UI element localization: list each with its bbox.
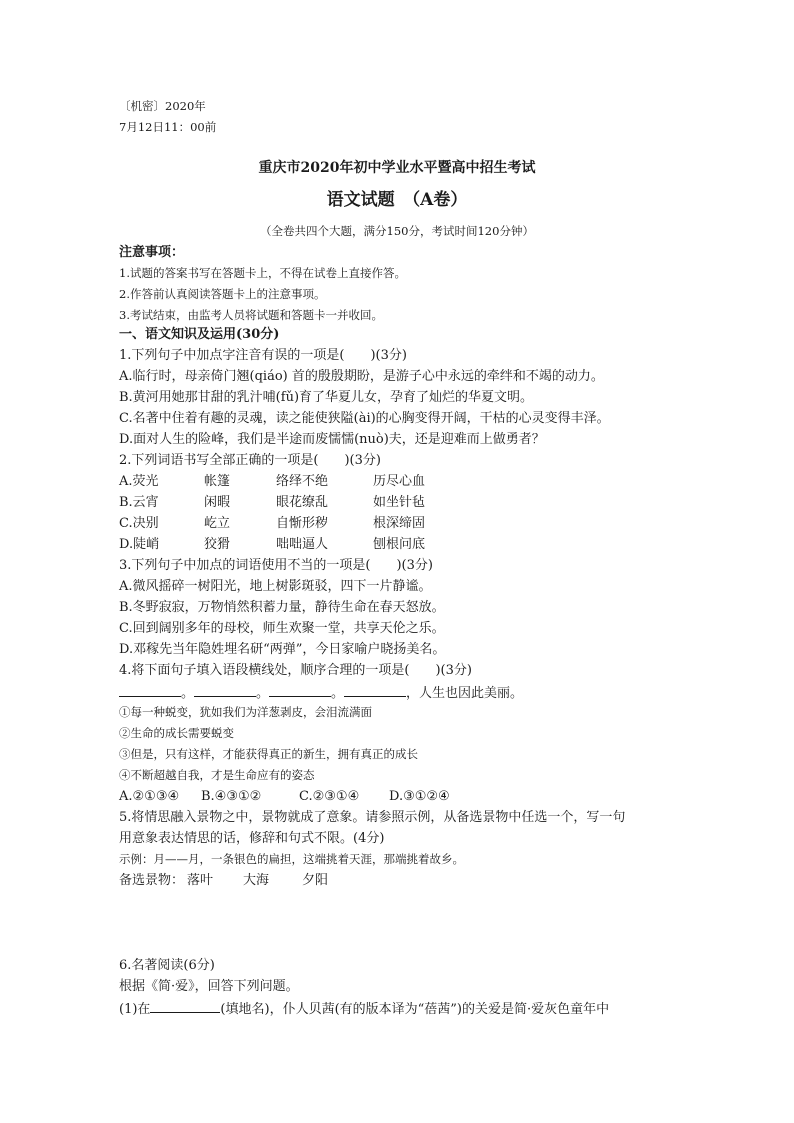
q2-cell: 咄咄逼人 — [276, 537, 329, 552]
q2-cell: 帐篷 — [204, 474, 231, 489]
q4-choice: C.②③①④ — [299, 789, 360, 804]
q4-separator: 。 — [256, 686, 270, 701]
q1-option: B.黄河用她那甘甜的乳汁哺(fǔ)育了华夏儿女，孕育了灿烂的华夏文明。 — [119, 390, 534, 405]
q2-cell: A.荧光 — [119, 474, 159, 489]
q5-stem: 5.将情思融入景物之中，景物就成了意象。请参照示例，从备选景物中任选一个，写一句 — [119, 810, 626, 825]
q4-choice: A.②①③④ — [119, 789, 180, 804]
q2-cell: 刨根问底 — [373, 537, 426, 552]
q2-cell: 络绎不绝 — [276, 474, 329, 489]
q2-cell: 眼花缭乱 — [276, 495, 329, 510]
q2-cell: 根深缔固 — [373, 516, 426, 531]
notes-item: 3.考试结束，由监考人员将试题和答题卡一并收回。 — [119, 308, 383, 322]
q6-part1-prefix: (1)在 — [119, 1002, 151, 1017]
q6-intro: 根据《简·爱》，回答下列问题。 — [119, 979, 299, 994]
q2-cell: 自惭形秽 — [276, 516, 329, 531]
q5-candidates-label: 备选景物： — [119, 873, 185, 888]
q3-option: B.冬野寂寂，万物悄然积蓄力量，静待生命在春天怒放。 — [119, 600, 445, 615]
q6-stem: 6.名著阅读(6分) — [119, 958, 215, 973]
q1-stem: 1.下列句子中加点字注音有误的一项是( )(3分) — [119, 348, 407, 363]
q2-cell: 如坐针毡 — [373, 495, 426, 510]
answer-blank[interactable] — [119, 683, 181, 697]
q4-sentence: ②生命的成长需要蜕变 — [119, 726, 234, 740]
q4-sentence: ③但是，只有这样，才能获得真正的新生，拥有真正的成长 — [119, 747, 418, 761]
q1-option: A.临行时，母亲倚门翘(qiáo) 首的殷殷期盼，是游子心中永远的牵绊和不竭的动力。 — [119, 369, 604, 384]
q4-sentence: ①每一种蜕变，犹如我们为洋葱剥皮，会泪流满面 — [119, 705, 372, 719]
answer-blank[interactable] — [194, 683, 256, 697]
q5-stem: 用意象表达情思的话，修辞和句式不限。(4分) — [119, 831, 385, 846]
q4-sentence: ④不断超越自我，才是生命应有的姿态 — [119, 768, 315, 782]
answer-blank[interactable] — [150, 999, 220, 1013]
paper-subtitle: （全卷共四个大题，满分150分，考试时间120分钟） — [260, 224, 534, 238]
q4-stem: 4.将下面句子填入语段横线处，顺序合理的一项是( )(3分) — [119, 663, 472, 678]
exam-title: 重庆市2020年初中学业水平暨高中招生考试 — [258, 160, 536, 176]
confidential-line-1: 〔机密〕2020年 — [119, 99, 206, 113]
q3-stem: 3.下列句子中加点的词语使用不当的一项是( )(3分) — [119, 558, 433, 573]
notes-item: 2.作答前认真阅读答题卡上的注意事项。 — [119, 287, 326, 301]
answer-blank[interactable] — [269, 683, 331, 697]
q4-tail: ，人生也因此美丽。 — [406, 686, 524, 701]
q5-candidate: 夕阳 — [302, 873, 329, 888]
q4-separator: 。 — [181, 686, 195, 701]
q3-option: D.邓稼先当年隐姓埋名研“两弹”，今日家喻户晓扬美名。 — [119, 642, 446, 657]
q4-choice: B.④③①② — [201, 789, 262, 804]
q5-candidate: 大海 — [243, 873, 270, 888]
q5-candidate: 落叶 — [187, 873, 214, 888]
q4-choice: D.③①②④ — [389, 789, 450, 804]
q2-cell: B.云宵 — [119, 495, 159, 510]
q3-option: C.回到阔别多年的母校，师生欢聚一堂，共享天伦之乐。 — [119, 621, 445, 636]
notes-heading: 注意事项： — [119, 245, 185, 260]
q2-cell: D.陡峭 — [119, 537, 160, 552]
confidential-line-2: 7月12日11：00前 — [119, 120, 217, 134]
paper-title: 语文试题 （A卷） — [326, 190, 468, 210]
q3-option: A.微风摇碎一树阳光，地上树影斑驳，四下一片静谧。 — [119, 579, 432, 594]
q2-cell: 闲暇 — [204, 495, 231, 510]
q4-blanks-line — [119, 683, 523, 702]
q1-option: D.面对人生的险峰，我们是半途而废懦懦(nuò)夫，还是迎难而上做勇者？ — [119, 432, 545, 447]
answer-blank[interactable] — [344, 683, 406, 697]
q2-cell: 屹立 — [204, 516, 231, 531]
notes-item: 1.试题的答案书写在答题卡上，不得在试卷上直接作答。 — [119, 266, 406, 280]
q5-example: 示例：月——月，一条银色的扁担，这端挑着天涯，那端挑着故乡。 — [119, 852, 464, 866]
q2-cell: C.决别 — [119, 516, 159, 531]
q2-stem: 2.下列词语书写全部正确的一项是( )(3分) — [119, 453, 381, 468]
q2-cell: 狡猾 — [204, 537, 231, 552]
q4-separator: 。 — [331, 686, 345, 701]
q1-option: C.名著中住着有趣的灵魂，读之能使狭隘(ài)的心胸变得开阔，干枯的心灵变得丰泽。 — [119, 411, 610, 426]
q6-part1 — [119, 999, 609, 1018]
section-heading: 一、语文知识及运用(30分) — [119, 327, 280, 342]
q2-cell: 历尽心血 — [373, 474, 426, 489]
q6-part1-suffix: (填地名)，仆人贝茜(有的版本译为“蓓茜”)的关爱是简·爱灰色童年中 — [220, 1002, 610, 1017]
